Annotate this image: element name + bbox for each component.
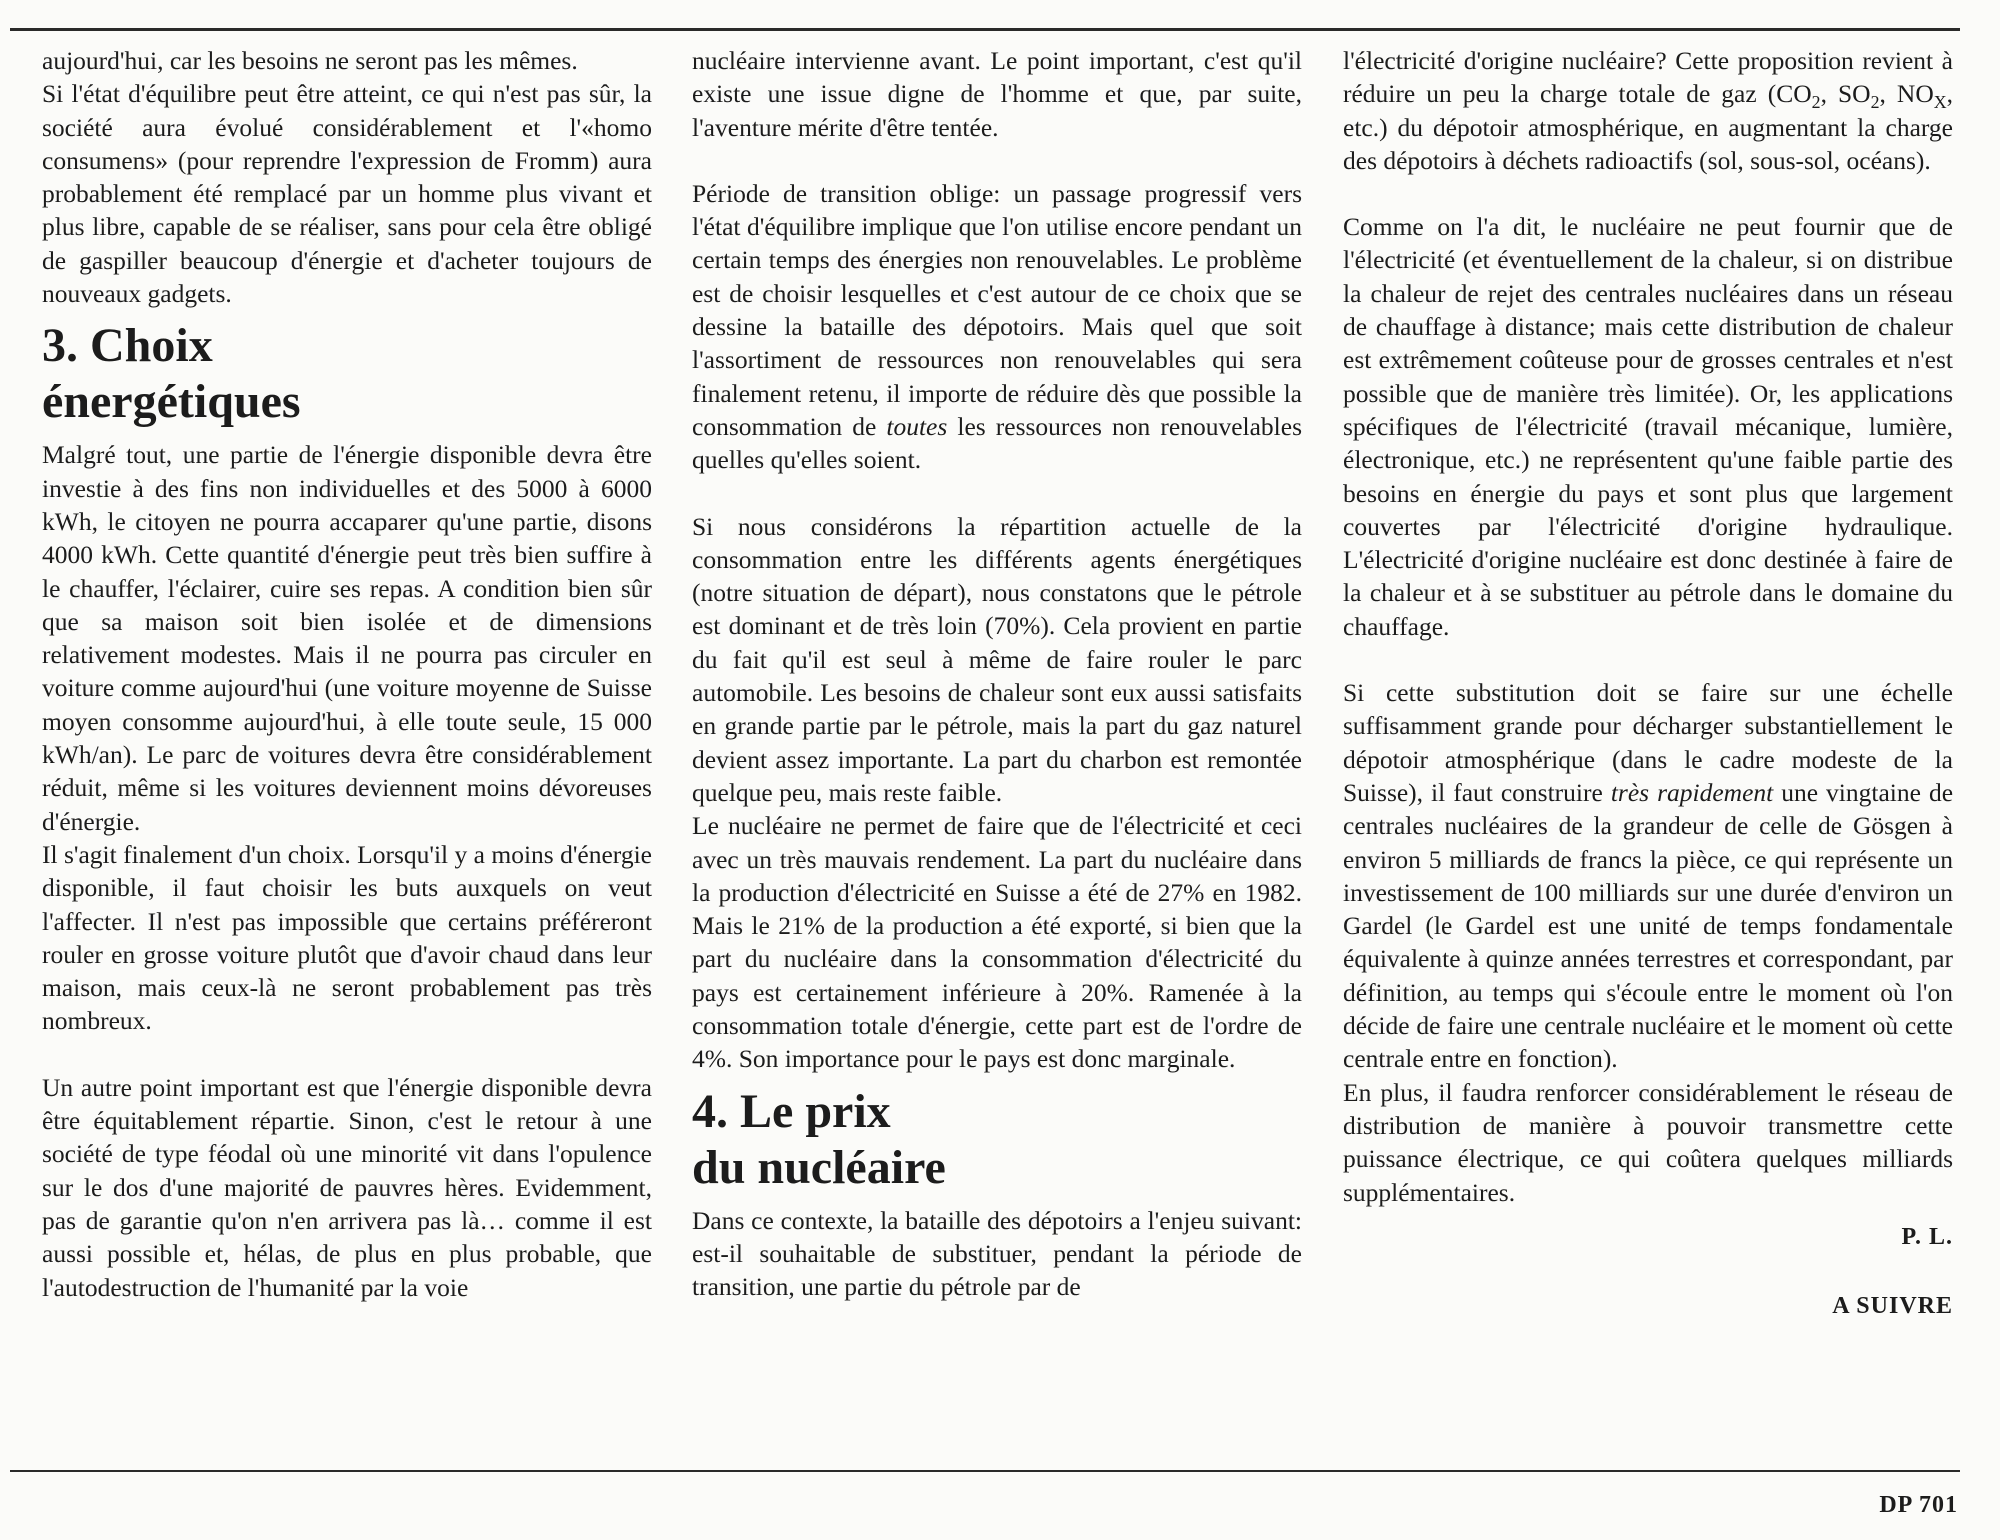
paragraph: Comme on l'a dit, le nucléaire ne peut fournir que de l'électricité (et éventuellement de la chaleur, si on distribue la chaleur de rejet des centrales nucléaires dans un réseau de chauffage à distance; mais cette distribution de chaleur est extrêmement coûteuse pour de grosses centrales et n'est possible que de manière très limitée). Or, les applications spécifiques de l'électricité (travail mécanique, lumière, électronique, etc.) ne représentent qu'une faible partie des besoins en énergie du pays et sont plus que largement couvertes par l'électricité d'origine hydraulique. L'électricité d'origine nucléaire est donc destinée à faire de la chaleur et à se substituer au pétrole dans le domaine du chauffage. [1343, 212, 1953, 641]
formula-nox: $NO_X$ [1896, 79, 1947, 113]
text-run: l'électricité d'origine nucléaire? Cette proposition revient à réduire un peu la charge totale de gaz ( [1343, 46, 1953, 109]
column-3 [1343, 44, 1953, 1323]
emphasis: très rapidement [1610, 777, 1774, 807]
text-run: les ressources non renouvelables quelles qu'elles soient. [692, 411, 1302, 475]
paragraph: Dans ce contexte, la bataille des dépotoirs a l'enjeu suivant: est-il souhaitable de substituer, pendant la période de transition, une partie du pétrole par de [692, 1205, 1302, 1302]
paragraph: En plus, il faudra renforcer considérablement le réseau de distribution de manière à pouvoir transmettre cette puissance électrique, ce qui coûtera quelques milliards supplémentaires. [1343, 1077, 1953, 1207]
column-2 [692, 44, 1302, 1304]
paragraph: l'électricité d'origine nucléaire? Cette proposition revient à réduire un peu la charge totale de gaz ($CO_2$, $SO_2$, $NO_X$, etc.) du dépotoir atmosphérique, en augmentant la charge des dépotoirs à déchets radioactifs (sol, sous-sol, océans). [1343, 46, 1954, 175]
author-signature: P. L. [1901, 1223, 1953, 1250]
paragraph: Il s'agit finalement d'un choix. Lorsqu'il y a moins d'énergie disponible, il faut choisir les buts auxquels on veut l'affecter. Il n'est pas impossible que certains préféreront rouler en grosse voiture plutôt que d'avoir chaud dans leur maison, mais ceux-là ne seront probablement pas très nombreux. [42, 839, 652, 1036]
column-1 [42, 44, 652, 1304]
paragraph [1343, 676, 1953, 1076]
page-folio: DP 701 [1879, 1492, 1958, 1518]
paragraph: Si l'état d'équilibre peut être atteint, ce qui n'est pas sûr, la société aura évolué considérablement et l'«homo consumens» (pour reprendre l'expression de Fromm) aura probablement été remplacé par un homme plus vivant et plus libre, capable de se réaliser, sans pour cela être obligé de gaspiller beaucoup d'énergie et d'acheter toujours de nouveaux gadgets. [42, 79, 652, 309]
paragraph: aujourd'hui, car les besoins ne seront pas les mêmes. [42, 46, 578, 75]
text-run: Si cette substitution doit se faire sur une échelle suffisamment grande pour décharger substantiellement le dépotoir atmosphérique (dans le cadre modeste de la Suisse), il faut construire [1343, 678, 1953, 807]
text-run: etc.) du dépotoir atmosphérique, en augmentant la charge des dépotoirs à déchets radioactifs (sol, sous-sol, océans). [1343, 112, 1953, 175]
paragraph: Malgré tout, une partie de l'énergie disponible devra être investie à des fins non individuelles et des 5000 à 6000 kWh, le citoyen ne pourra accaparer qu'une partie, disons 4000 kWh. Cette quantité d'énergie peut très bien suffire à le chauffer, l'éclairer, cuire ses repas. A condition bien sûr que sa maison soit bien isolée et de dimensions relativement modestes. Mais il ne pourra pas circuler en voiture comme aujourd'hui (une voiture moyenne de Suisse moyen consomme aujourd'hui, à elle toute seule, 15 000 kWh/an). Le parc de voitures devra être considérablement réduit, même si les voitures deviennent moins dévoreuses d'énergie. [42, 440, 652, 836]
to-be-continued: A SUIVRE [1832, 1293, 1953, 1320]
text-run: une vingtaine de centrales nucléaires de la grandeur de celle de Gösgen à environ 5 milliards de francs la pièce, ce qui représente un investissement de 100 milliards sur une durée d'environ un Gardel (le Gardel est une unité de temps fondamentale équivalente à quinze années terrestres et correspondant, par définition, au temps qui s'écoule entre le moment où l'on décide de faire une centrale nucléaire et le moment où cette centrale entre en fonction). [1343, 777, 1954, 1074]
formula-co2: $CO_2$ [1776, 79, 1821, 113]
bottom-rule [10, 1470, 1960, 1472]
emphasis: toutes [886, 411, 948, 441]
paragraph: nucléaire intervienne avant. Le point important, c'est qu'il existe une issue digne de l'homme et que, par suite, l'aventure mérite d'être tentée. [692, 46, 1302, 142]
section-heading-4 [692, 1084, 1302, 1196]
heading-line: 4. Le prix [692, 1084, 891, 1138]
text-run: Période de transition oblige: un passage progressif vers l'état d'équilibre implique que l'on utilise encore pendant un certain temps des énergies non renouvelables. Le problème est de choisir lesquelles et c'est autour de ce choix que se dessine la bataille des dépotoirs. Mais quel que soit l'assortiment de ressources non renouvelables qui sera finalement retenu, il importe de réduire dès que possible la consommation de [692, 178, 1302, 441]
formula-so2: $SO_2$ [1837, 79, 1880, 113]
top-rule [10, 28, 1960, 31]
paragraph [692, 177, 1302, 477]
heading-line: du nucléaire [692, 1140, 946, 1194]
heading-line: 3. Choix [42, 319, 213, 373]
paragraph: Un autre point important est que l'énergie disponible devra être équitablement répartie. Sinon, c'est le retour à une société de type féodal où une minorité vit dans l'opulence sur le dos d'une majorité de pauvres hères. Evidemment, pas de garantie qu'on n'en arrivera pas là… comme il est aussi possible et, hélas, de plus en plus probable, que l'autodestruction de l'humanité par la voie [42, 1072, 652, 1302]
paragraph: Le nucléaire ne permet de faire que de l'électricité et ceci avec un très mauvais rendement. La part du nucléaire dans la production d'électricité en Suisse a été de 27% en 1982. Mais le 21% de la production a été exporté, si bien que la part du nucléaire dans la consommation d'électricité du pays est certainement inférieure à 20%. Ramenée à la consommation totale d'énergie, cette part est de l'ordre de 4%. Son importance pour le pays est donc marginale. [692, 811, 1302, 1074]
heading-line: énergétiques [42, 375, 301, 429]
section-heading-3 [42, 318, 652, 430]
paragraph: Si nous considérons la répartition actuelle de la consommation entre les différents agents énergétiques (notre situation de départ), nous constatons que le pétrole est dominant et de très loin (70%). Cela provient en partie du fait qu'il est seul à même de faire rouler le parc automobile. Les besoins de chaleur sont eux aussi satisfaits en grande partie par le pétrole, mais la part du gaz naturel devient assez importante. La part du charbon est remontée quelque peu, mais reste faible. [692, 511, 1302, 807]
